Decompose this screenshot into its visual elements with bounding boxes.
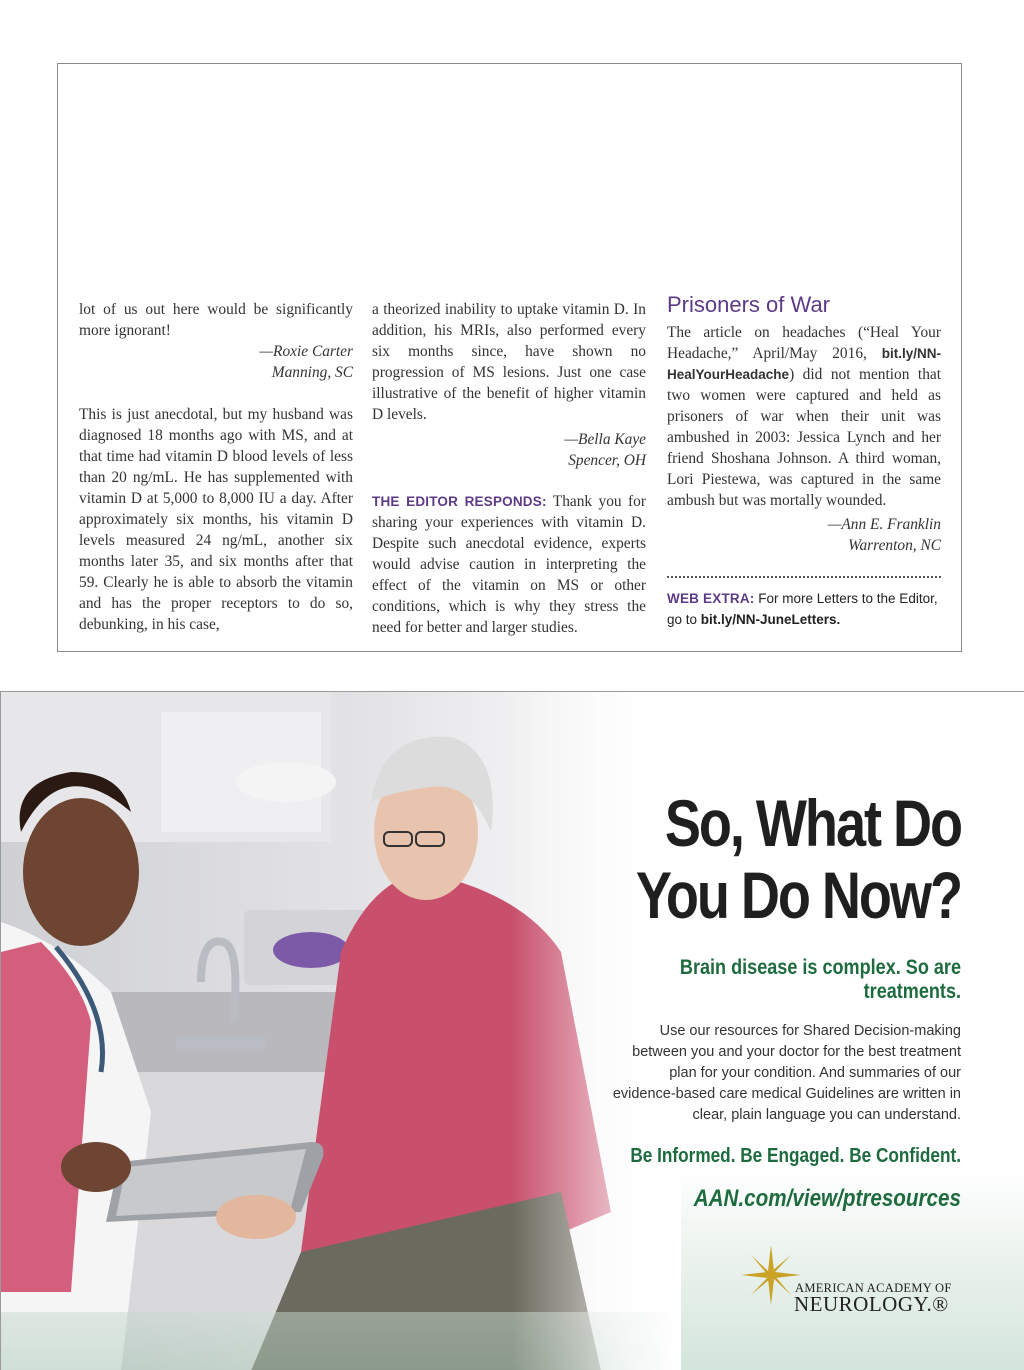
letter-signature-name: —Ann E. Franklin xyxy=(827,516,941,533)
letters-section xyxy=(57,63,962,652)
letter-text: a theorized inability to uptake vitamin D. In addition, his MRIs, also performed every six months since, have shown no progression of MS lesions. Just one case illustrative of the benefit of higher vitamin D levels. xyxy=(372,301,646,423)
ad-url-link[interactable]: AAN.com/view/ptresources xyxy=(693,1185,961,1212)
letters-column-1 xyxy=(79,299,353,635)
article-link[interactable]: bit.ly/NN-HealYourHeadache xyxy=(667,346,941,382)
letter-text-part: The article on headaches (“Heal Your Headache,” April/May 2016, xyxy=(667,324,941,362)
logo-text-line-1: AMERICAN ACADEMY OF xyxy=(795,1281,952,1295)
letter-signature-name: —Bella Kaye xyxy=(564,431,646,448)
section-heading: Prisoners of War xyxy=(667,292,831,317)
letters-column-2 xyxy=(372,299,646,638)
letter-signature-place: Warrenton, NC xyxy=(848,537,941,554)
editor-response-text: Thank you for sharing your experiences with vitamin D. Despite such anecdotal evidence, experts would advise caution in interpreting the effect of the vitamin on MS or other conditions, which is why they stress the need for better and larger studies. xyxy=(372,493,646,636)
letter-signature-place: Manning, SC xyxy=(271,364,353,381)
ad-body-copy: Use our resources for Shared Decision-making between you and your doctor for the best treatment plan for your condition. And summaries of our evidence-based care medical Guidelines are written in clear, plain language you can understand. xyxy=(612,1023,961,1123)
letter-text xyxy=(667,322,941,511)
letter-signature-place: Spencer, OH xyxy=(568,452,646,469)
web-extra xyxy=(667,588,941,630)
aan-advertisement xyxy=(0,691,1024,1370)
web-extra-link[interactable]: bit.ly/NN-JuneLetters. xyxy=(700,612,841,627)
letter-signature-name: —Roxie Carter xyxy=(259,343,353,360)
ad-tagline: Be Informed. Be Engaged. Be Confident. xyxy=(630,1145,961,1167)
letter-text: This is just anecdotal, but my husband was diagnosed 18 months ago with MS, and at that time had vitamin D blood levels of less than 20 ng/mL. He has supplemented with vitamin D at 5,000 to 8,000 IU a day. After approximately six months, his vitamin D levels measured 24 ng/mL, another six months later 35, and six months after that 59. Clearly he is able to absorb the vitamin and has the proper receptors to do so, debunking, in his case, xyxy=(79,406,353,633)
starburst-icon xyxy=(741,1245,801,1305)
logo-text-line-2: NEUROLOGY.® xyxy=(794,1292,949,1316)
dotted-divider xyxy=(667,576,941,578)
ad-copy xyxy=(521,787,961,1213)
letter-text: lot of us out here would be significantly more ignorant! xyxy=(79,301,353,339)
ad-headline-line-2: You Do Now? xyxy=(635,858,961,932)
letters-column-3 xyxy=(667,290,941,630)
letter-text-part: ) did not mention that two women were captured and held as prisoners of war when their unit was ambushed in 2003: Jessica Lynch and her friend Shoshana Johnson. A third woman, Lori Piestewa, was captured in the same ambush but was mortally wounded. xyxy=(667,366,941,509)
web-extra-text: For more Letters to the Editor, go to xyxy=(667,591,938,627)
ad-subhead: Brain disease is complex. So are treatments. xyxy=(679,956,961,1003)
editor-responds-label: THE EDITOR RESPONDS: xyxy=(372,494,547,509)
ad-headline-line-1: So, What Do xyxy=(664,786,961,860)
editor-response xyxy=(372,491,646,638)
web-extra-label: WEB EXTRA: xyxy=(667,591,755,606)
aan-logo xyxy=(741,1245,971,1315)
